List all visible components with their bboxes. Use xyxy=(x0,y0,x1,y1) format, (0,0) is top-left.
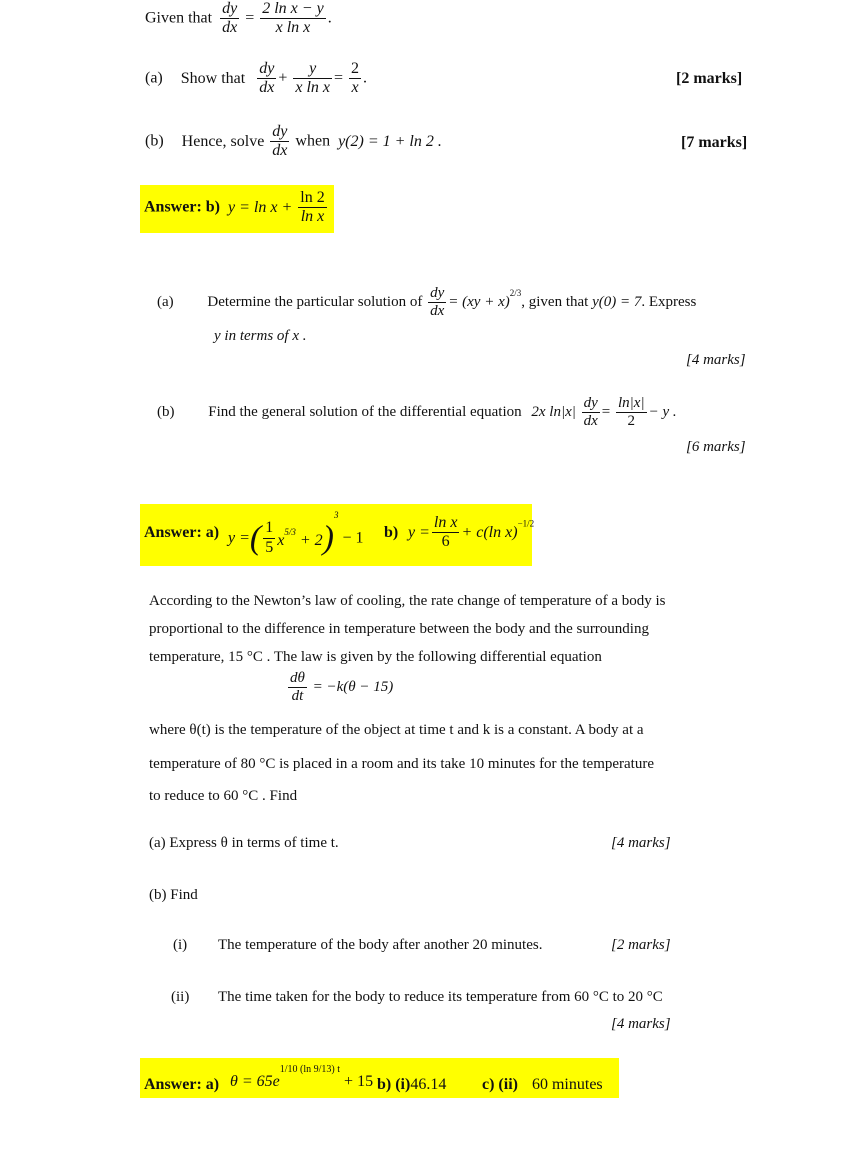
q3-answer-box xyxy=(140,1058,619,1098)
q1-given-lhs-den: dx xyxy=(222,19,238,37)
q1-answer-box xyxy=(140,185,334,233)
q3-answer-a: $\theta = 65e^{1/10 (ln 9/13) t} + 15$ xyxy=(230,1064,374,1090)
q1-part-a-t1-den: dx xyxy=(259,79,275,97)
q1-answer-lhs: y = ln x + xyxy=(228,198,293,216)
q2-part-a-den: dx xyxy=(430,303,445,320)
q1-part-b-marks: [7 marks] xyxy=(681,134,748,151)
q2-part-a xyxy=(157,285,696,321)
q1-given-label: Given that xyxy=(145,9,213,27)
q3-where-line3: to reduce to 60 °C . Find xyxy=(149,788,298,804)
q3-eq-den: dt xyxy=(291,688,304,705)
q1-part-b-num: dy xyxy=(270,123,289,142)
q3-where-line2: temperature of 80 °C is placed in a room and its take 10 minutes for the temperature xyxy=(149,756,655,772)
q2-part-b: (b) Find the general solution of the differential equation 2x ln|x| $\frac{dy}{dx}$ = $\frac{\ln|x|}{2}$ − y . xyxy=(157,395,677,430)
q3-part-b-text: (b) Find xyxy=(149,887,198,903)
q2-part-b-rhs-den: 2 xyxy=(627,413,636,430)
q3-answer-b-label: b) (i) xyxy=(377,1076,411,1093)
q3-where-line1: where θ(t) is the temperature of the object at time t and k is a constant. A body at a xyxy=(149,722,644,738)
q2-answer-b-label: b) xyxy=(384,524,399,541)
q2-part-a-marks: [4 marks] xyxy=(686,352,746,368)
q3-part-b-i-text: The temperature of the body after another 20 minutes. xyxy=(218,937,543,953)
q2-part-a-line2: y in terms of x . xyxy=(214,328,307,344)
q3-answer-c-label: c) (ii) xyxy=(482,1076,518,1093)
q1-part-a-label: (a) xyxy=(145,69,163,87)
q2-part-b-tail: − y . xyxy=(648,404,677,421)
q3-part-a-marks: [4 marks] xyxy=(611,835,671,851)
q2-part-b-rhs-num: ln|x| xyxy=(616,395,647,413)
q3-para-line3: temperature, 15 °C . The law is given by the following differential equation xyxy=(149,649,602,665)
q1-part-a: (a) Show that $\frac{dy}{dx}$ + $\frac{y}{\text{x ln x}}$ = $\frac{2}{x}$ . xyxy=(145,60,368,97)
q2-answer-label: Answer: a) xyxy=(144,524,220,541)
q1-part-a-t1-num: dy xyxy=(257,60,276,79)
q3-part-b-i-marks: [2 marks] xyxy=(611,937,671,953)
q1-given-rhs-num: 2 ln x − y xyxy=(260,0,325,19)
q2-answer-b: y = $\frac{\text{ln x}}{6}$ + c(ln x)$^{-1/2}$ xyxy=(408,514,535,551)
q3-part-b-ii-label: (ii) xyxy=(171,989,190,1005)
q2-part-b-marks: [6 marks] xyxy=(686,439,746,455)
q2-part-b-text: Find the general solution of the differential equation xyxy=(208,404,522,421)
q2-part-a-text3: . Express xyxy=(641,294,697,311)
q3-part-a-text: (a) Express θ in terms of time t. xyxy=(149,835,339,851)
q1-part-b-label: (b) xyxy=(145,132,164,150)
q1-part-b-text: Hence, solve xyxy=(181,132,265,150)
q1-part-a-t2-den: x ln x xyxy=(295,79,331,97)
q2-part-a-label: (a) xyxy=(157,294,174,311)
q3-equation xyxy=(286,670,393,706)
q3-eq-rhs: = −k(θ − 15) xyxy=(312,679,394,696)
q2-answer-box xyxy=(140,504,535,566)
q3-para-line1: According to the Newton’s law of cooling, the rate change of temperature of a body is xyxy=(149,593,666,609)
q1-part-a-rhs-num: 2 xyxy=(349,60,361,79)
q2-part-a-exp: 2/3 xyxy=(509,288,522,299)
q1-answer-den: ln x xyxy=(300,208,325,226)
q2-part-a-num: dy xyxy=(428,285,446,303)
q1-part-b-den: dx xyxy=(272,142,288,160)
q2-part-b-label: (b) xyxy=(157,404,175,421)
q1-part-a-rhs-den: x xyxy=(351,79,359,97)
q1-part-b xyxy=(145,123,442,161)
q1-part-a-text: Show that xyxy=(180,69,246,87)
q2-part-a-text1: Determine the particular solution of xyxy=(207,294,423,311)
q2-part-a-eq: = (xy + x) xyxy=(448,294,510,311)
q2-part-a-text2: , given that xyxy=(521,294,589,311)
q3-answer-label: Answer: a) xyxy=(144,1076,220,1093)
q2-part-b-den: dx xyxy=(583,413,598,430)
q3-part-b-ii-text: The time taken for the body to reduce its temperature from 60 °C to 20 °C xyxy=(218,989,663,1005)
q1-given-lhs-num: dy xyxy=(220,0,239,19)
q2-part-b-lhs: 2x ln|x| xyxy=(531,404,576,421)
q3-eq-num: dθ xyxy=(288,670,307,688)
q3-answer-b-val: 46.14 xyxy=(410,1076,447,1093)
q3-part-b-ii-marks: [4 marks] xyxy=(611,1016,671,1032)
q1-part-b-cond: y(2) = 1 + ln 2 . xyxy=(338,132,442,150)
q2-part-a-cond: y(0) = 7 xyxy=(592,294,642,311)
q1-answer-label: Answer: b) xyxy=(144,198,220,216)
q3-where xyxy=(149,716,654,810)
q3-part-b-i-label: (i) xyxy=(173,937,188,953)
q1-part-b-when: when xyxy=(295,132,331,150)
q3-para-line2: proportional to the difference in temperature between the body and the surrounding xyxy=(149,621,649,637)
q2-answer-a: y =( $\frac{1}{5}$ $x^{5/3} + 2)^3 - 1$ xyxy=(228,510,364,557)
q1-given: Given that $\frac{dy}{dx}$ = $\frac{\text{2 ln x − y}}{\text{x ln x}}$ . xyxy=(145,0,332,37)
q1-part-a-t2-num: y xyxy=(293,60,332,79)
q1-part-a-marks: [2 marks] xyxy=(676,70,743,87)
q1-answer-num: ln 2 xyxy=(298,189,326,208)
q2-part-b-num: dy xyxy=(582,395,600,413)
q3-paragraph xyxy=(149,587,666,671)
q1-given-rhs-den: x ln x xyxy=(275,19,311,37)
q3-answer-c-val: 60 minutes xyxy=(531,1076,603,1093)
